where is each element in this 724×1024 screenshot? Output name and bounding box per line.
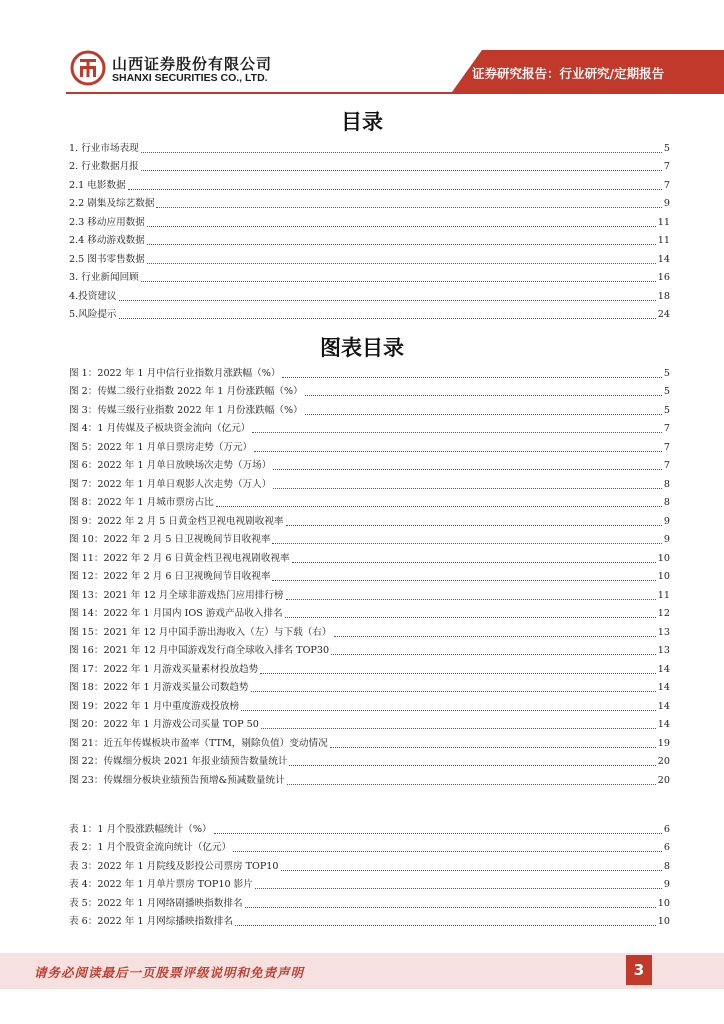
figure-entry-label: 图 23：传媒细分板块业绩预告预增&预减数量统计	[69, 774, 285, 786]
figure-entry-label: 图 3：传媒三级行业指数 2022 年 1 月份涨跌幅（%）	[69, 404, 303, 416]
figure-entry-label: 图 4：1 月传媒及子板块资金流向（亿元）	[69, 423, 251, 434]
table-list	[69, 817, 670, 928]
table-entry-label: 表 3：2022 年 1 月院线及影投公司票房 TOP10	[69, 860, 279, 872]
figure-entry-page: 7	[663, 423, 670, 434]
footer-disclaimer: 请务必阅读最后一页股票评级说明和免责声明	[34, 965, 305, 980]
figure-entry-label: 图 8：2022 年 1 月城市票房占比	[69, 497, 214, 508]
figure-entry[interactable]	[69, 491, 670, 510]
dot-leader	[119, 317, 656, 319]
figure-entry-page: 7	[663, 441, 670, 453]
toc-entry-page: 7	[663, 179, 670, 191]
table-entry-page: 9	[663, 879, 670, 890]
dot-leader	[261, 727, 656, 729]
figure-entry-label: 图 20：2022 年 1 月游戏公司买量 TOP 50	[69, 719, 259, 730]
table-entry[interactable]	[69, 836, 670, 855]
dot-leader	[292, 561, 656, 563]
figure-entry-label: 图 9：2022 年 2 月 5 日黄金档卫视电视剧收视率	[69, 515, 284, 527]
figure-entry-label: 图 16：2021 年 12 月中国游戏发行商全球收入排名 TOP30	[69, 645, 330, 656]
toc-entry-page: 18	[657, 290, 670, 302]
toc-entry[interactable]	[69, 173, 670, 192]
toc-entry-page: 11	[657, 216, 670, 228]
figure-entry[interactable]	[69, 676, 670, 695]
dot-leader	[119, 299, 656, 301]
figure-entry-label: 图 14：2022 年 1 月国内 IOS 游戏产品收入排名	[69, 608, 283, 619]
figure-entry-label: 图 5：2022 年 1 月单日票房走势（万元）	[69, 441, 253, 453]
dot-leader	[305, 413, 662, 415]
table-entry[interactable]	[69, 891, 670, 910]
figure-entry-page: 5	[663, 367, 670, 379]
dot-leader	[287, 783, 656, 785]
figure-entry-page: 20	[657, 774, 670, 786]
figure-entry[interactable]	[69, 528, 670, 547]
dot-leader	[128, 188, 662, 190]
figure-entry[interactable]	[69, 768, 670, 787]
table-entry-page: 10	[657, 897, 670, 909]
figure-entry[interactable]	[69, 750, 670, 769]
toc-entry-label: 2. 行业数据月报	[69, 161, 139, 172]
figure-entry-page: 5	[663, 404, 670, 416]
dot-leader	[147, 225, 656, 227]
toc-entry[interactable]	[69, 155, 670, 174]
dot-leader	[331, 653, 656, 655]
dot-leader	[214, 832, 662, 834]
dot-leader	[141, 151, 662, 153]
header-divider	[66, 92, 724, 94]
figure-entry[interactable]	[69, 380, 670, 399]
dot-leader	[260, 672, 656, 674]
toc-entry-page: 5	[663, 142, 670, 154]
dot-leader	[254, 450, 662, 452]
table-entry-label: 表 1：1 月个股涨跌幅统计（%）	[69, 823, 212, 835]
toc-entry[interactable]	[69, 266, 670, 285]
dot-leader	[156, 206, 661, 208]
dot-leader	[289, 764, 655, 766]
figure-entry[interactable]	[69, 361, 670, 380]
figure-entry-label: 图 22：传媒细分板块 2021 年报业绩预告数量统计	[69, 756, 288, 767]
toc-entry[interactable]	[69, 247, 670, 266]
figure-entry-page: 20	[657, 756, 670, 767]
figure-entry-label: 图 2：传媒二级行业指数 2022 年 1 月份涨跌幅（%）	[69, 386, 303, 397]
figure-entry-page: 14	[657, 719, 670, 730]
toc-entry-label: 5.风险提示	[69, 309, 117, 320]
toc-entry-label: 2.1 电影数据	[69, 179, 126, 191]
dot-leader	[305, 394, 662, 396]
toc-entry-label: 2.4 移动游戏数据	[69, 235, 145, 246]
figure-entry-page: 9	[663, 534, 670, 545]
toc-entry[interactable]	[69, 303, 670, 322]
figure-entry-label: 图 11：2022 年 2 月 6 日黄金档卫视电视剧收视率	[69, 552, 290, 564]
table-entry[interactable]	[69, 873, 670, 892]
dot-leader	[141, 169, 662, 171]
dot-leader	[255, 887, 662, 889]
figure-entry[interactable]	[69, 602, 670, 621]
table-entry-page: 8	[663, 860, 670, 872]
figures-title: 图表目录	[320, 336, 404, 360]
dot-leader	[147, 262, 656, 264]
figure-entry-page: 8	[663, 478, 670, 490]
dot-leader	[216, 505, 662, 507]
dot-leader	[252, 431, 661, 433]
dot-leader	[245, 906, 656, 908]
dot-leader	[273, 487, 662, 489]
figure-entry[interactable]	[69, 657, 670, 676]
figure-entry[interactable]	[69, 713, 670, 732]
toc-entry-label: 3. 行业新闻回顾	[69, 272, 139, 283]
dot-leader	[141, 280, 656, 282]
toc-entry-page: 14	[657, 253, 670, 265]
dot-leader	[251, 690, 656, 692]
figure-entry-page: 19	[657, 737, 670, 749]
toc-entry-page: 24	[657, 309, 670, 320]
toc-entry-page: 7	[663, 161, 670, 172]
figure-entry-label: 图 6：2022 年 1 月单日放映场次走势（万场）	[69, 460, 272, 471]
toc-entry-label: 2.3 移动应用数据	[69, 216, 145, 228]
table-entry[interactable]	[69, 854, 670, 873]
toc-entry[interactable]	[69, 210, 670, 229]
figure-entry-page: 5	[663, 386, 670, 397]
toc-entry-page: 16	[657, 272, 670, 283]
dot-leader	[235, 924, 656, 926]
table-entry[interactable]	[69, 817, 670, 836]
dot-leader	[233, 850, 662, 852]
figure-entry[interactable]	[69, 639, 670, 658]
table-entry-page: 10	[657, 916, 670, 927]
figure-entry-page: 13	[657, 645, 670, 656]
figure-entry[interactable]	[69, 546, 670, 565]
toc-entry-label: 1. 行业市场表现	[69, 142, 139, 154]
toc-entry[interactable]	[69, 284, 670, 303]
toc-entry[interactable]	[69, 192, 670, 211]
figure-entry-label: 图 10：2022 年 2 月 5 日卫视晚间节目收视率	[69, 534, 271, 545]
dot-leader	[330, 746, 656, 748]
figure-entry[interactable]	[69, 472, 670, 491]
figure-entry-label: 图 19：2022 年 1 月中重度游戏投放榜	[69, 700, 240, 712]
dot-leader	[241, 709, 656, 711]
table-entry-label: 表 6：2022 年 1 月网综播映指数排名	[69, 916, 233, 927]
toc-entry-page: 9	[663, 198, 670, 209]
table-entry-page: 6	[663, 823, 670, 835]
figure-entry-page: 8	[663, 497, 670, 508]
toc-entry-page: 11	[657, 235, 670, 246]
toc-entry-label: 2.5 图书零售数据	[69, 253, 145, 265]
table-entry-label: 表 5：2022 年 1 月网络剧播映指数排名	[69, 897, 243, 909]
dot-leader	[286, 598, 656, 600]
figure-entry[interactable]	[69, 417, 670, 436]
figure-entry-label: 图 13：2021 年 12 月全球非游戏热门应用排行榜	[69, 589, 284, 601]
figure-entry[interactable]	[69, 694, 670, 713]
company-logo-icon	[70, 50, 106, 86]
figure-entry-page: 10	[657, 571, 670, 582]
table-entry-label: 表 2：1 月个股资金流向统计（亿元）	[69, 842, 232, 853]
dot-leader	[281, 869, 662, 871]
figure-entry-page: 14	[657, 663, 670, 675]
figure-entry[interactable]	[69, 509, 670, 528]
dot-leader	[334, 635, 656, 637]
figure-entry[interactable]	[69, 620, 670, 639]
figure-entry-page: 13	[657, 626, 670, 638]
toc-entry-label: 4.投资建议	[69, 290, 117, 302]
dot-leader	[272, 542, 661, 544]
figure-entry-label: 图 1：2022 年 1 月中信行业指数月涨跌幅（%）	[69, 367, 281, 379]
dot-leader	[147, 243, 656, 245]
dot-leader	[285, 616, 656, 618]
page-number: 3	[626, 955, 652, 985]
figure-entry-label: 图 17：2022 年 1 月游戏买量素材投放趋势	[69, 663, 259, 675]
figure-entry[interactable]	[69, 731, 670, 750]
report-type-label: 证券研究报告：行业研究/定期报告	[472, 66, 665, 81]
figure-entry-label: 图 7：2022 年 1 月单日观影人次走势（万人）	[69, 478, 272, 490]
toc-entry[interactable]	[69, 229, 670, 248]
figure-entry[interactable]	[69, 583, 670, 602]
dot-leader	[272, 579, 655, 581]
figure-entry-page: 14	[657, 682, 670, 693]
toc-title: 目录	[341, 110, 383, 134]
figure-entry[interactable]	[69, 454, 670, 473]
figure-entry-page: 12	[657, 608, 670, 619]
figure-list	[69, 361, 670, 787]
figure-entry-label: 图 12：2022 年 2 月 6 日卫视晚间节目收视率	[69, 571, 271, 582]
table-entry[interactable]	[69, 910, 670, 929]
figure-entry-label: 图 21：近五年传媒板块市盈率（TTM，剔除负值）变动情况	[69, 737, 328, 749]
figure-entry-page: 11	[657, 589, 670, 601]
figure-entry[interactable]	[69, 435, 670, 454]
figure-entry[interactable]	[69, 565, 670, 584]
toc-list	[69, 136, 670, 321]
dot-leader	[273, 468, 662, 470]
table-entry-page: 6	[663, 842, 670, 853]
dot-leader	[282, 376, 661, 378]
page-header	[0, 0, 724, 95]
table-entry-label: 表 4：2022 年 1 月单片票房 TOP10 影片	[69, 879, 253, 890]
figure-entry-label: 图 18：2022 年 1 月游戏买量公司数趋势	[69, 682, 249, 693]
figure-entry-page: 9	[663, 515, 670, 527]
toc-entry-label: 2.2 剧集及综艺数据	[69, 198, 155, 209]
figure-entry-page: 10	[657, 552, 670, 564]
figure-entry-label: 图 15：2021 年 12 月中国手游出海收入（左）与下载（右）	[69, 626, 332, 638]
dot-leader	[286, 524, 662, 526]
figure-entry-page: 7	[663, 460, 670, 471]
company-name-en: SHANXI SECURITIES CO., LTD.	[112, 72, 268, 84]
toc-entry[interactable]	[69, 136, 670, 155]
company-name-cn: 山西证券股份有限公司	[112, 55, 273, 73]
figure-entry-page: 14	[657, 700, 670, 712]
figure-entry[interactable]	[69, 398, 670, 417]
